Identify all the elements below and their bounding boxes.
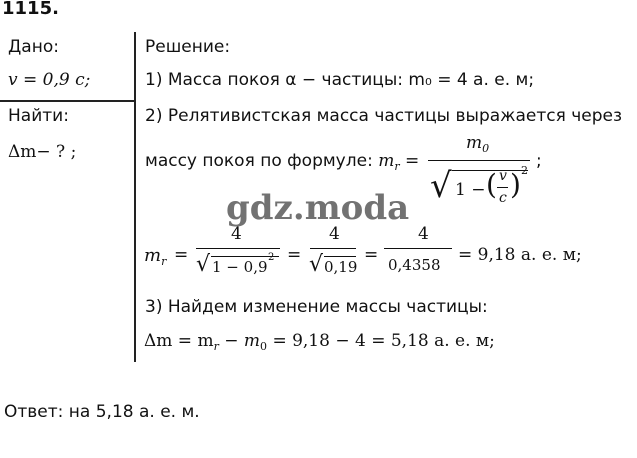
divider-horizontal <box>0 100 134 102</box>
given-condition: v = 0,9 c; <box>8 70 91 90</box>
delta-equation: $\Delta m = m_r - m_0 = 9,18 - 4 = 5,18$ а. е. м; <box>144 331 495 353</box>
solution-step2-line1: 2) Релятивистская масса частицы выражается через <box>145 106 623 126</box>
divider-vertical <box>134 32 136 362</box>
solution-title: Решение: <box>145 37 231 57</box>
solution-step1: 1) Масса покоя α − частицы: m₀ = 4 а. е. м; <box>145 70 535 90</box>
find-title: Найти: <box>8 106 69 126</box>
solution-step2-line2: массу покоя по формуле: $m_r$ = <box>145 151 420 173</box>
answer-line: Ответ: на 5,18 а. е. м. <box>4 402 200 422</box>
given-title: Дано: <box>8 37 59 57</box>
solution-step3: 3) Найдем изменение массы частицы: <box>145 297 488 317</box>
find-value: Δm− ? ; <box>8 142 77 162</box>
problem-number: 1115. <box>2 0 59 19</box>
watermark-logo: gdz.moda <box>226 188 410 228</box>
